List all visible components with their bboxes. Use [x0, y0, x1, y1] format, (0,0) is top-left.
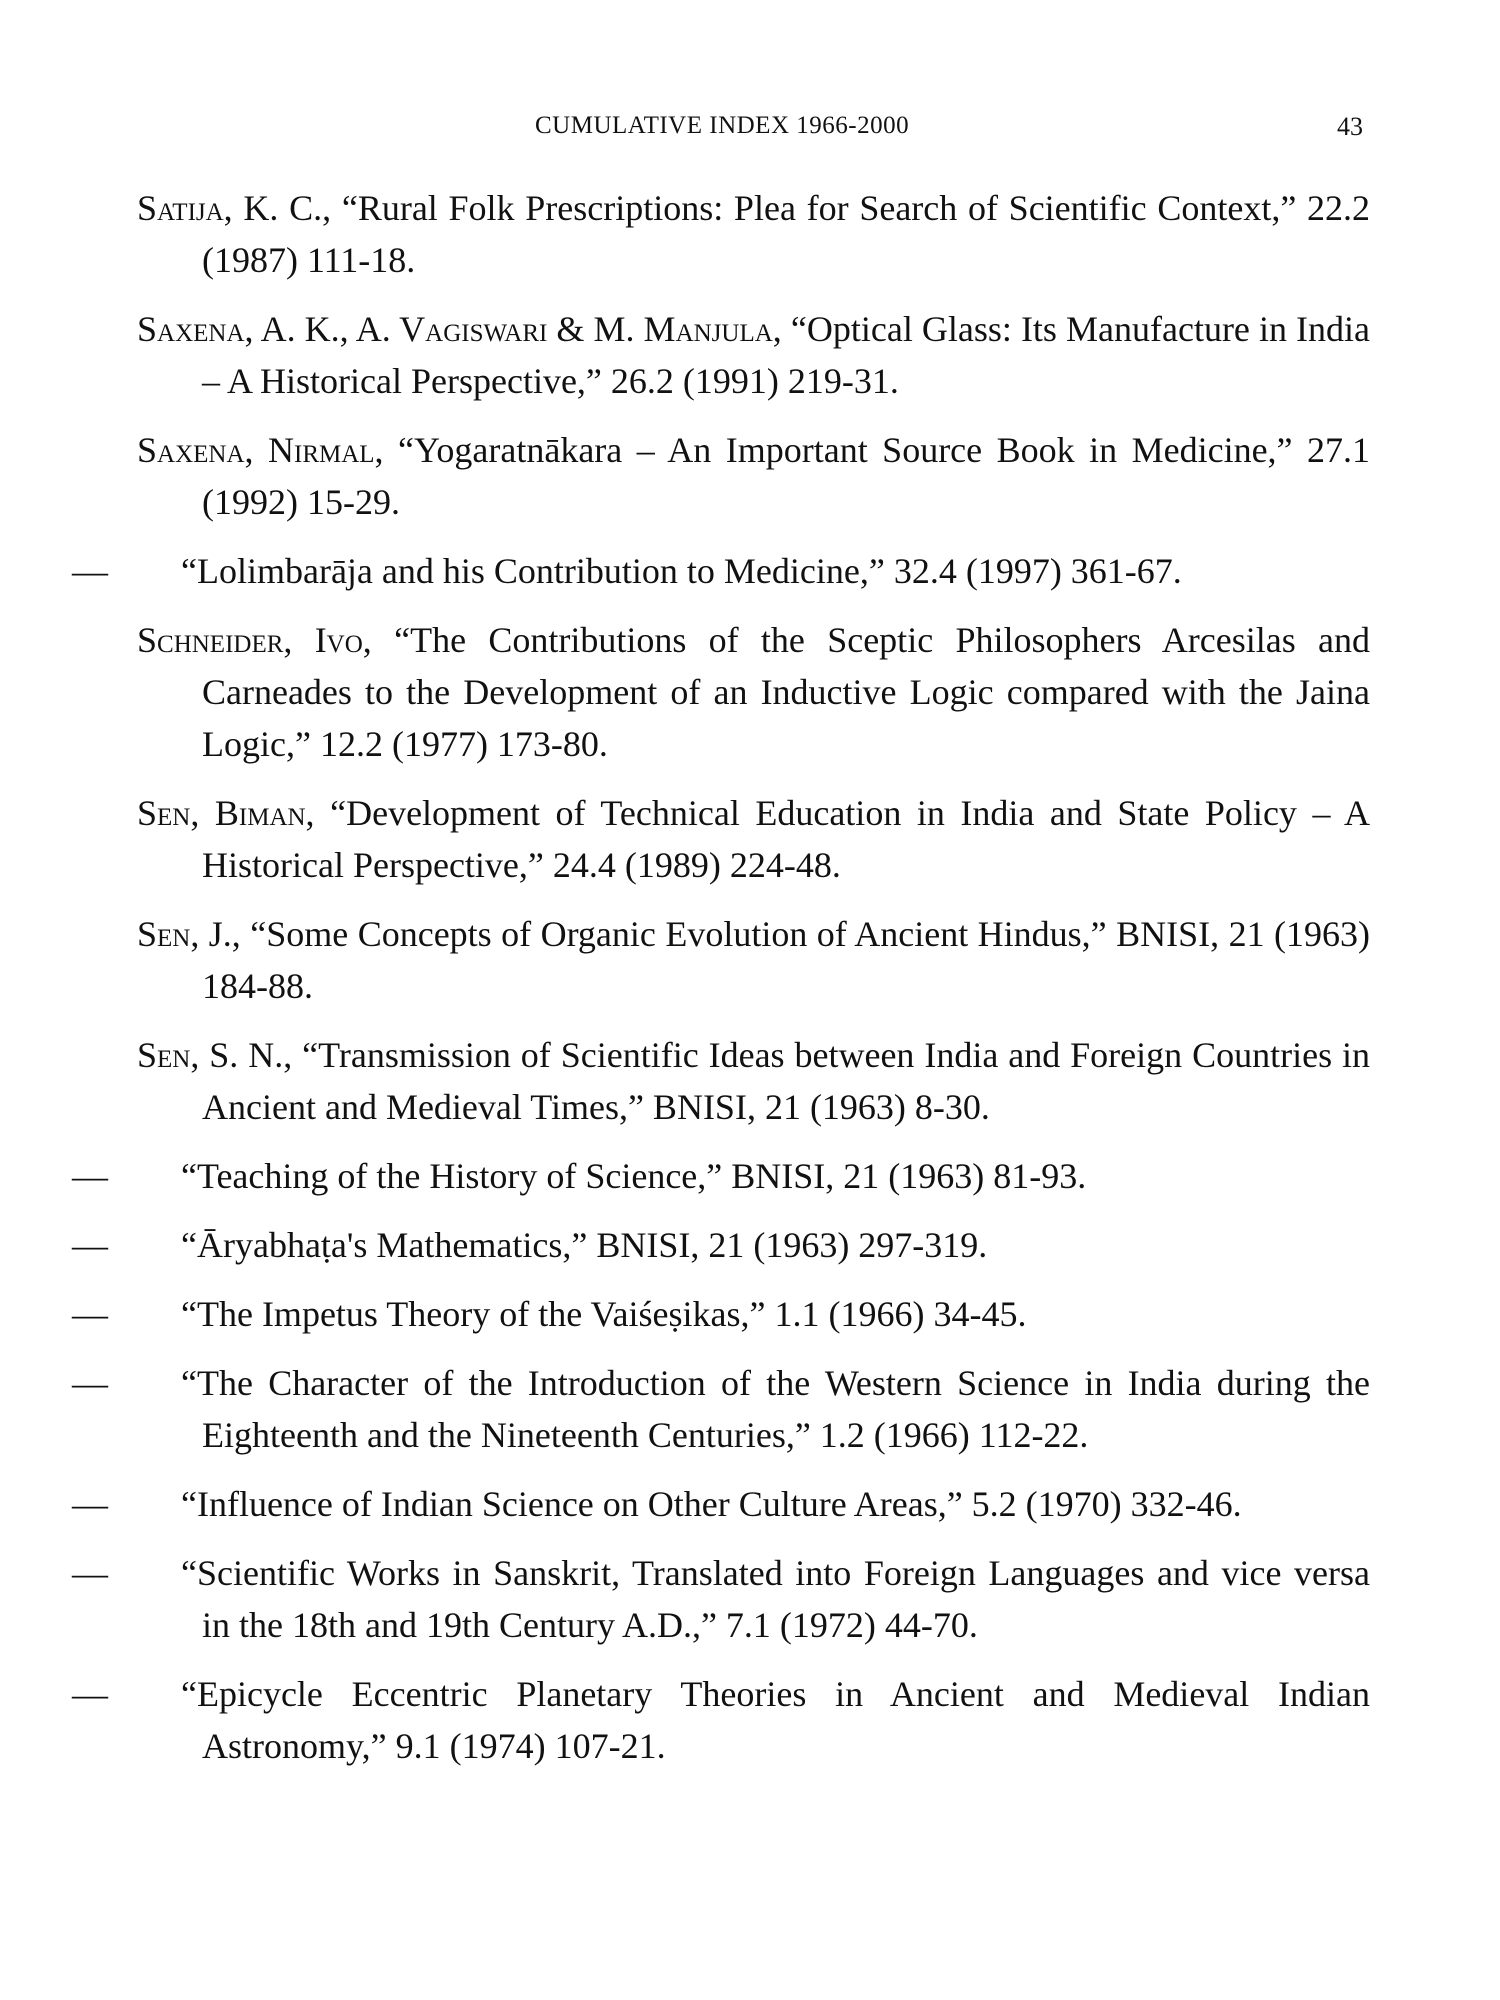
entry-text: “Āryabhaṭa's Mathematics,” BNISI, 21 (1963) 297-319. [181, 1225, 988, 1265]
entry-author: Sen, J., [137, 914, 241, 954]
ditto-dash: — [72, 1225, 108, 1265]
index-entry [137, 303, 1370, 407]
entry-text: “Optical Glass: Its Manufacture in India – A Historical Perspective,” 26.2 (1991) 219-31. [202, 309, 1371, 401]
index-entry [72, 1150, 1370, 1202]
index-entry [137, 787, 1370, 891]
entry-author: Saxena, Nirmal, [137, 430, 384, 470]
entry-author: Satija, K. C., [137, 188, 332, 228]
index-entry [72, 1547, 1370, 1651]
entry-text: “Influence of Indian Science on Other Culture Areas,” 5.2 (1970) 332-46. [181, 1484, 1242, 1524]
index-entry [72, 1357, 1370, 1461]
index-entry [137, 182, 1370, 286]
entry-text: “Transmission of Scientific Ideas between India and Foreign Countries in Ancient and Medieval Times,” BNISI, 21 (1963) 8-30. [202, 1035, 1371, 1127]
index-entry [72, 1219, 1370, 1271]
entry-text: “Epicycle Eccentric Planetary Theories in Ancient and Medieval Indian Astronomy,” 9.1 (1974) 107-21. [181, 1674, 1370, 1766]
ditto-dash: — [72, 1553, 108, 1593]
entry-author: Schneider, Ivo, [137, 620, 372, 660]
index-entry [137, 908, 1370, 1012]
index-entry [72, 545, 1370, 597]
ditto-dash: — [72, 1484, 108, 1524]
entry-text: “The Contributions of the Sceptic Philosophers Arcesilas and Carneades to the Development of an Inductive Logic compared with the Jaina Logic,” 12.2 (1977) 173-80. [202, 620, 1371, 764]
page-number: 43 [1337, 112, 1363, 141]
ditto-dash: — [72, 1674, 108, 1714]
entry-text: “Teaching of the History of Science,” BNISI, 21 (1963) 81-93. [181, 1156, 1087, 1196]
entry-text: “Development of Technical Education in India and State Policy – A Historical Perspective,” 24.4 (1989) 224-48. [202, 793, 1370, 885]
index-entry [137, 424, 1370, 528]
ditto-dash: — [72, 1156, 108, 1196]
entry-text: “Scientific Works in Sanskrit, Translated into Foreign Languages and vice versa in the 18th and 19th Century A.D.,” 7.1 (1972) 44-70. [181, 1553, 1370, 1645]
entry-text: “The Character of the Introduction of the Western Science in India during the Eighteenth and the Nineteenth Centuries,” 1.2 (1966) 112-22. [181, 1363, 1370, 1455]
index-entry [72, 1478, 1370, 1530]
page-header [0, 112, 1500, 152]
index-entries [72, 182, 1371, 1789]
entry-text: “Lolimbarāja and his Contribution to Medicine,” 32.4 (1997) 361-67. [181, 551, 1182, 591]
ditto-dash: — [72, 551, 108, 591]
entry-text: “Rural Folk Prescriptions: Plea for Search of Scientific Context,” 22.2 (1987) 111-18. [202, 188, 1371, 280]
index-entry [137, 614, 1370, 770]
entry-text: “The Impetus Theory of the Vaiśeṣikas,” 1.1 (1966) 34-45. [181, 1294, 1027, 1334]
running-title: CUMULATIVE INDEX 1966-2000 [535, 112, 910, 139]
entry-author: Sen, S. N., [137, 1035, 293, 1075]
entry-text: “Some Concepts of Organic Evolution of Ancient Hindus,” BNISI, 21 (1963) 184-88. [202, 914, 1370, 1006]
index-entry [72, 1288, 1370, 1340]
entry-text: “Yogaratnākara – An Important Source Book in Medicine,” 27.1 (1992) 15-29. [202, 430, 1371, 522]
index-entry [72, 1668, 1370, 1772]
index-entry [137, 1029, 1370, 1133]
entry-author: Sen, Biman, [137, 793, 315, 833]
ditto-dash: — [72, 1294, 108, 1334]
ditto-dash: — [72, 1363, 108, 1403]
entry-author: Saxena, A. K., A. Vagiswari & M. Manjula, [137, 309, 782, 349]
